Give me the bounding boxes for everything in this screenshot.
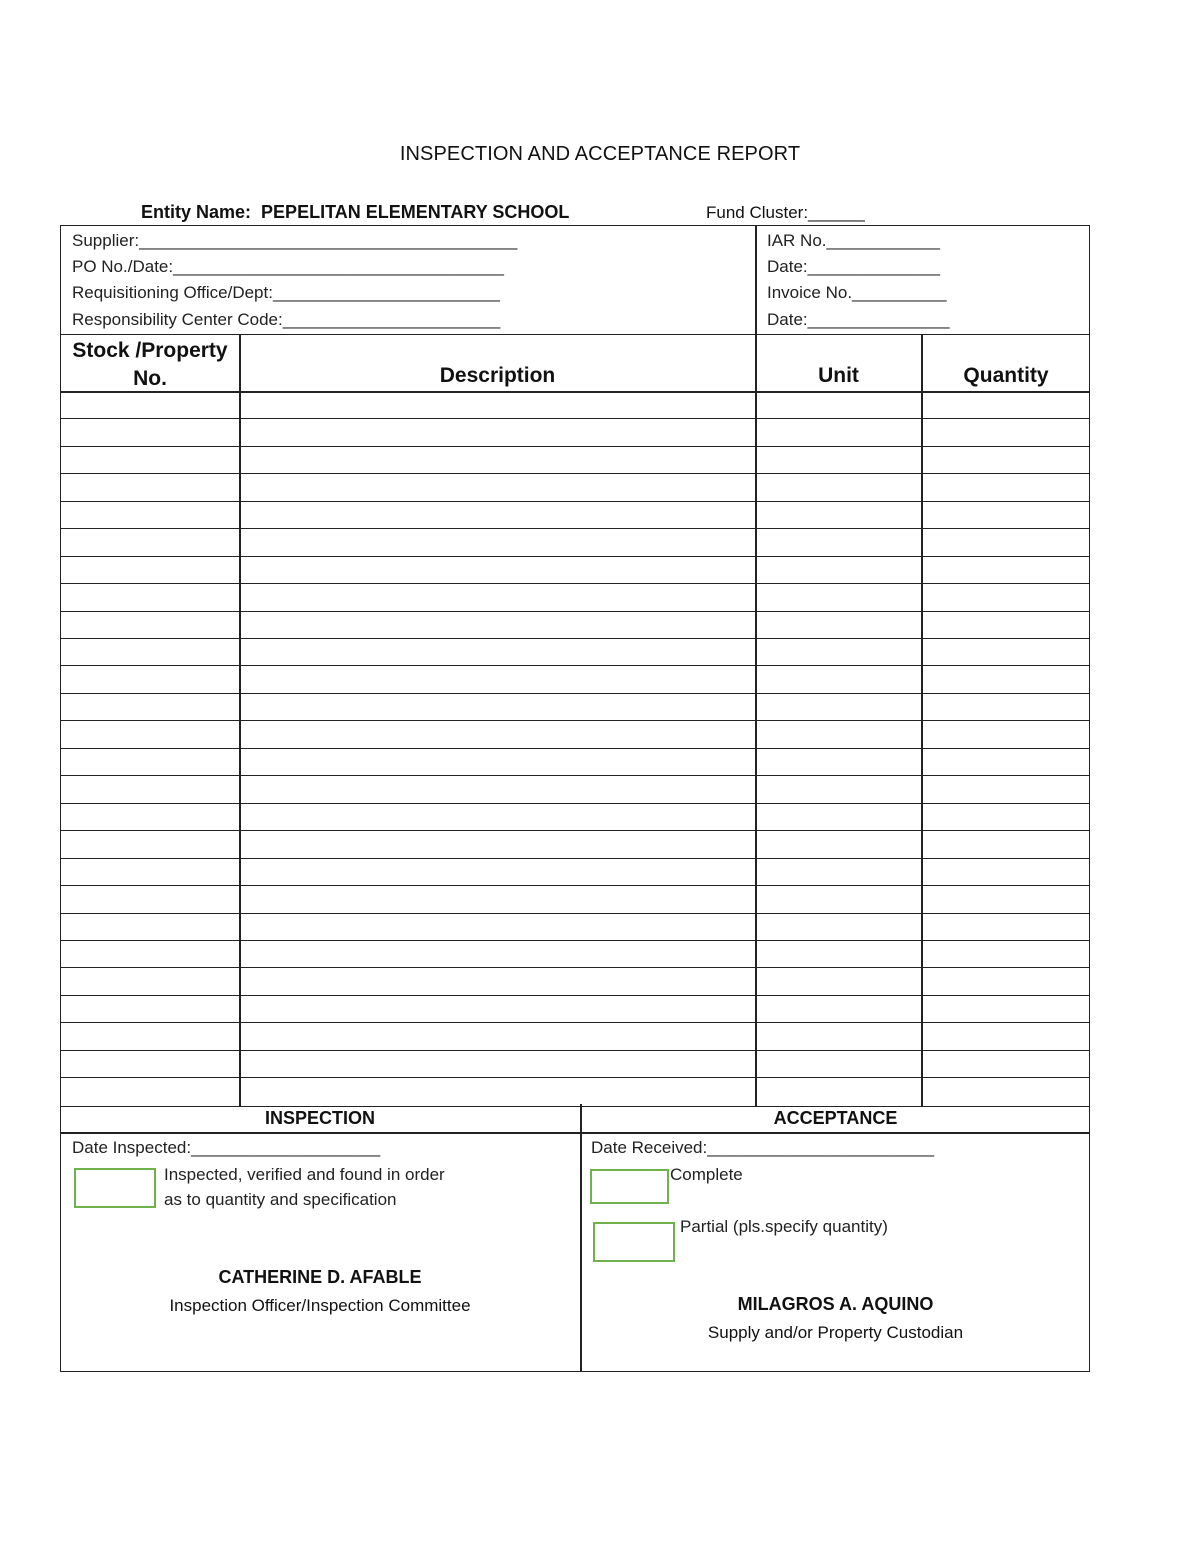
col-header-stock-line2: No.	[133, 367, 167, 390]
date-inspected-field[interactable]: Date Inspected:____________________	[72, 1138, 381, 1157]
table-row[interactable]	[60, 612, 1090, 639]
col-header-stock-line1: Stock /Property	[72, 339, 228, 362]
inspection-heading: INSPECTION	[264, 1108, 375, 1128]
iar-date-field[interactable]: Date:______________	[767, 257, 940, 276]
table-row[interactable]	[60, 886, 1090, 913]
table-row[interactable]	[60, 1078, 1090, 1105]
table-row[interactable]	[60, 914, 1090, 941]
inspected-checkbox[interactable]	[74, 1168, 156, 1208]
table-row[interactable]	[60, 776, 1090, 803]
complete-label: Complete	[670, 1165, 743, 1184]
table-row[interactable]	[60, 721, 1090, 748]
table-row[interactable]	[60, 1051, 1090, 1078]
fund-cluster-field[interactable]: Fund Cluster:______	[706, 203, 865, 222]
col-header-description: Description	[439, 364, 556, 387]
table-row[interactable]	[60, 639, 1090, 666]
supplier-field[interactable]: Supplier:________________________________________	[72, 231, 518, 250]
table-row[interactable]	[60, 447, 1090, 474]
col-header-unit: Unit	[818, 364, 859, 387]
table-row[interactable]	[60, 968, 1090, 995]
complete-checkbox[interactable]	[590, 1169, 669, 1204]
po-date-field[interactable]: PO No./Date:___________________________________	[72, 257, 505, 276]
entity-name-label: Entity Name:	[141, 202, 252, 222]
table-row[interactable]	[60, 557, 1090, 584]
date-received-field[interactable]: Date Received:________________________	[591, 1138, 935, 1157]
col-header-quantity: Quantity	[963, 364, 1049, 387]
table-row[interactable]	[60, 1023, 1090, 1050]
partial-label: Partial (pls.specify quantity)	[680, 1217, 888, 1236]
table-row[interactable]	[60, 831, 1090, 858]
inspected-label-line1: Inspected, verified and found in order	[164, 1165, 445, 1184]
inspection-signatory-name: CATHERINE D. AFABLE	[218, 1267, 422, 1287]
table-row[interactable]	[60, 502, 1090, 529]
acceptance-heading: ACCEPTANCE	[773, 1108, 898, 1128]
table-row[interactable]	[60, 996, 1090, 1023]
table-row[interactable]	[60, 474, 1090, 501]
table-row[interactable]	[60, 749, 1090, 776]
invoice-no-field[interactable]: Invoice No.__________	[767, 283, 947, 302]
invoice-date-field[interactable]: Date:_______________	[767, 310, 950, 329]
partial-checkbox[interactable]	[593, 1222, 675, 1262]
table-row[interactable]	[60, 941, 1090, 968]
table-row[interactable]	[60, 392, 1090, 419]
table-row[interactable]	[60, 667, 1090, 694]
entity-name-value: PEPELITAN ELEMENTARY SCHOOL	[261, 202, 570, 222]
inspection-signatory-role: Inspection Officer/Inspection Committee	[169, 1296, 471, 1315]
entity-name	[141, 202, 569, 223]
signature-heading-divider	[60, 1132, 1090, 1134]
acceptance-signatory-role: Supply and/or Property Custodian	[707, 1323, 964, 1342]
table-row[interactable]	[60, 529, 1090, 556]
page-title: INSPECTION AND ACCEPTANCE REPORT	[399, 143, 801, 165]
table-row[interactable]	[60, 584, 1090, 611]
table-row[interactable]	[60, 859, 1090, 886]
header-divider	[755, 225, 757, 335]
acceptance-signatory-name: MILAGROS A. AQUINO	[737, 1294, 934, 1314]
table-row[interactable]	[60, 419, 1090, 446]
table-row[interactable]	[60, 694, 1090, 721]
iar-no-field[interactable]: IAR No.____________	[767, 231, 940, 250]
col-header-stock	[60, 337, 240, 393]
table-row[interactable]	[60, 804, 1090, 831]
inspected-label-line2: as to quantity and specification	[164, 1190, 397, 1209]
responsibility-center-field[interactable]: Responsibility Center Code:_______________________	[72, 310, 501, 329]
requisitioning-office-field[interactable]: Requisitioning Office/Dept:________________________	[72, 283, 500, 302]
